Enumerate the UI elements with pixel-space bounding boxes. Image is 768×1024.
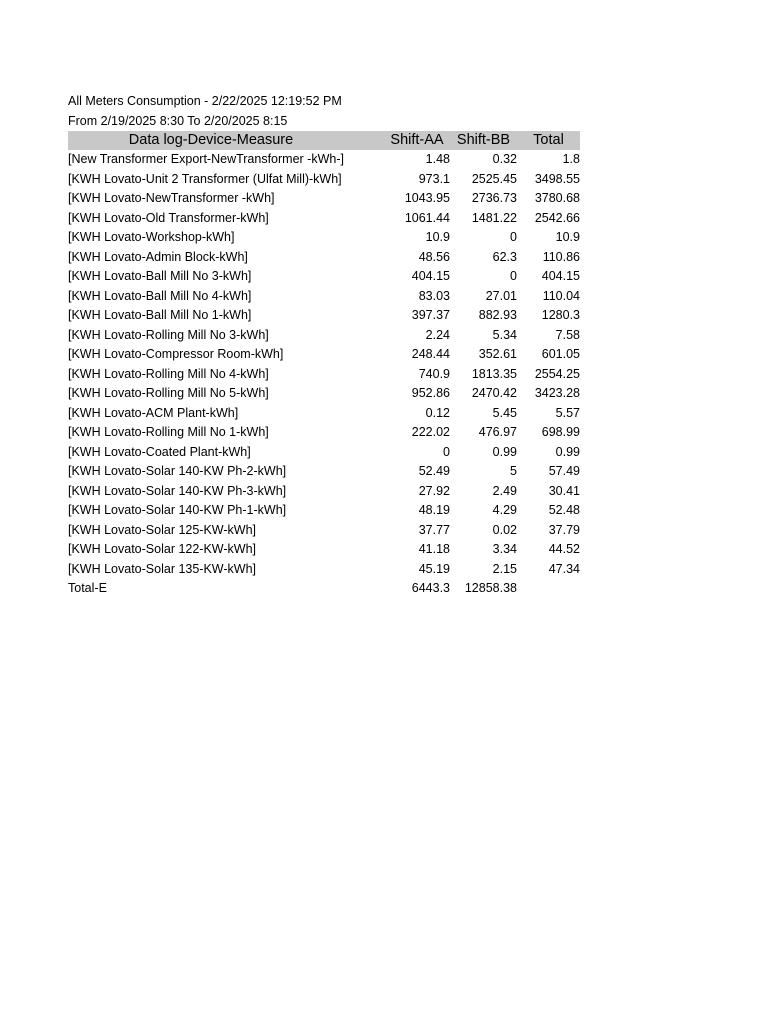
table-row	[68, 521, 580, 541]
row-shift-aa: 83.03	[418, 288, 450, 303]
row-device-measure: [KWH Lovato-Rolling Mill No 1-kWh]	[68, 425, 269, 439]
row-shift-bb: 2736.73	[471, 191, 517, 205]
row-shift-aa: 1061.44	[404, 210, 450, 225]
table-row	[68, 540, 580, 560]
table-row	[68, 345, 580, 365]
row-shift-aa: 952.86	[411, 386, 450, 400]
row-device-measure: [KWH Lovato-Old Transformer-kWh]	[68, 210, 269, 225]
total-row-label: Total-E	[68, 581, 107, 595]
row-total: 37.79	[548, 522, 580, 537]
row-device-measure: [KWH Lovato-ACM Plant-kWh]	[68, 405, 239, 420]
row-shift-bb: 0.32	[492, 152, 517, 166]
table-row	[68, 501, 580, 521]
consumption-table	[68, 131, 580, 599]
row-shift-bb: 62.3	[492, 249, 517, 264]
row-total: 601.05	[541, 347, 580, 361]
report-date-range: From 2/19/2025 8:30 To 2/20/2025 8:15	[68, 113, 288, 128]
row-shift-bb: 27.01	[485, 288, 517, 303]
row-shift-bb: 476.97	[478, 425, 517, 439]
row-shift-aa: 48.19	[418, 503, 450, 517]
row-total: 57.49	[548, 464, 580, 478]
row-device-measure: [KWH Lovato-Rolling Mill No 5-kWh]	[68, 386, 269, 400]
row-device-measure: [New Transformer Export-NewTransformer -kWh-]	[68, 152, 344, 166]
row-shift-aa: 0.12	[425, 405, 450, 420]
row-total: 698.99	[541, 425, 580, 439]
row-shift-bb: 0.99	[492, 444, 517, 459]
row-shift-aa: 48.56	[418, 249, 450, 264]
row-shift-bb: 5.34	[492, 327, 517, 342]
row-shift-aa: 1043.95	[404, 191, 450, 205]
row-device-measure: [KWH Lovato-Compressor Room-kWh]	[68, 347, 284, 361]
row-shift-aa: 248.44	[411, 347, 450, 361]
table-row	[68, 306, 580, 326]
row-device-measure: [KWH Lovato-Solar 125-KW-kWh]	[68, 522, 257, 537]
column-header-shift-aa: Shift-AA	[384, 131, 450, 150]
row-shift-aa: 37.77	[418, 522, 450, 537]
row-shift-bb: 2.49	[492, 483, 517, 498]
table-row	[68, 462, 580, 482]
table-row	[68, 170, 580, 190]
table-row	[68, 267, 580, 287]
row-shift-aa: 404.15	[411, 269, 450, 283]
row-device-measure: [KWH Lovato-Unit 2 Transformer (Ulfat Mill)-kWh]	[68, 171, 342, 186]
table-row	[68, 287, 580, 307]
row-shift-bb: 1813.35	[471, 366, 517, 381]
row-shift-bb: 0.02	[492, 522, 517, 537]
row-total: 404.15	[541, 269, 580, 283]
table-row	[68, 443, 580, 463]
row-shift-bb: 5	[510, 464, 517, 478]
row-device-measure: [KWH Lovato-Solar 140-KW Ph-1-kWh]	[68, 503, 287, 517]
report-title: All Meters Consumption - 2/22/2025 12:19:52 PM	[68, 94, 342, 108]
column-header-shift-bb: Shift-BB	[450, 131, 517, 150]
row-total: 2542.66	[534, 210, 580, 225]
row-device-measure: [KWH Lovato-Solar 135-KW-kWh]	[68, 561, 257, 576]
row-shift-bb: 2525.45	[471, 171, 517, 186]
table-row	[68, 209, 580, 229]
row-shift-aa: 0	[443, 444, 450, 459]
row-device-measure: [KWH Lovato-Solar 140-KW Ph-2-kWh]	[68, 464, 287, 478]
row-total: 1280.3	[541, 308, 580, 322]
row-total: 110.04	[542, 288, 580, 303]
table-row	[68, 248, 580, 268]
table-row	[68, 404, 580, 424]
row-total: 1.8	[562, 152, 580, 166]
row-device-measure: [KWH Lovato-Solar 140-KW Ph-3-kWh]	[68, 483, 287, 498]
row-total: 110.86	[542, 249, 580, 264]
table-header-row	[68, 131, 580, 150]
row-shift-aa: 397.37	[411, 308, 450, 322]
row-total: 10.9	[555, 230, 580, 244]
row-shift-bb: 352.61	[478, 347, 517, 361]
table-row	[68, 384, 580, 404]
row-shift-bb: 5.45	[492, 405, 517, 420]
row-device-measure: [KWH Lovato-Solar 122-KW-kWh]	[68, 542, 257, 556]
row-device-measure: [KWH Lovato-Rolling Mill No 3-kWh]	[68, 327, 269, 342]
row-total: 0.99	[555, 444, 580, 459]
row-device-measure: [KWH Lovato-Ball Mill No 4-kWh]	[68, 288, 252, 303]
row-total: 44.52	[548, 542, 580, 556]
row-shift-aa: 41.18	[418, 542, 450, 556]
row-shift-aa: 52.49	[418, 464, 450, 478]
table-body	[68, 150, 580, 579]
row-shift-bb: 2.15	[492, 561, 517, 576]
row-shift-bb: 4.29	[492, 503, 517, 517]
table-row	[68, 150, 580, 170]
row-device-measure: [KWH Lovato-Rolling Mill No 4-kWh]	[68, 366, 269, 381]
row-shift-aa: 10.9	[425, 230, 450, 244]
row-device-measure: [KWH Lovato-Ball Mill No 1-kWh]	[68, 308, 252, 322]
table-row	[68, 365, 580, 385]
row-total: 3498.55	[534, 171, 580, 186]
total-overall	[517, 579, 580, 599]
table-row	[68, 326, 580, 346]
column-header-total: Total	[517, 131, 580, 150]
row-total: 47.34	[548, 561, 580, 576]
row-total: 30.41	[548, 483, 580, 498]
total-row	[68, 579, 580, 599]
table-row	[68, 423, 580, 443]
row-shift-bb: 2470.42	[471, 386, 517, 400]
row-shift-bb: 0	[510, 269, 517, 283]
row-shift-aa: 973.1	[418, 171, 450, 186]
row-device-measure: [KWH Lovato-Admin Block-kWh]	[68, 249, 248, 264]
row-shift-aa: 45.19	[418, 561, 450, 576]
row-total: 3780.68	[534, 191, 580, 205]
row-shift-bb: 3.34	[492, 542, 517, 556]
row-shift-bb: 1481.22	[471, 210, 517, 225]
row-total: 5.57	[555, 405, 580, 420]
row-total: 2554.25	[534, 366, 580, 381]
table-row	[68, 560, 580, 580]
row-total: 52.48	[548, 503, 580, 517]
total-shift-bb: 12858.38	[464, 581, 517, 595]
total-shift-aa: 6443.3	[411, 581, 450, 595]
row-shift-aa: 740.9	[418, 366, 450, 381]
row-total: 3423.28	[534, 386, 580, 400]
table-row	[68, 189, 580, 209]
row-shift-bb: 0	[510, 230, 517, 244]
table-row	[68, 228, 580, 248]
row-device-measure: [KWH Lovato-Coated Plant-kWh]	[68, 444, 251, 459]
table-row	[68, 482, 580, 502]
row-shift-aa: 222.02	[411, 425, 450, 439]
row-shift-aa: 2.24	[425, 327, 450, 342]
row-shift-aa: 27.92	[418, 483, 450, 498]
row-shift-bb: 882.93	[478, 308, 517, 322]
row-device-measure: [KWH Lovato-NewTransformer -kWh]	[68, 191, 275, 205]
row-shift-aa: 1.48	[425, 152, 450, 166]
row-device-measure: [KWH Lovato-Ball Mill No 3-kWh]	[68, 269, 252, 283]
report-sheet	[68, 92, 588, 599]
row-total: 7.58	[555, 327, 580, 342]
column-header-device-measure: Data log-Device-Measure	[68, 131, 384, 150]
row-device-measure: [KWH Lovato-Workshop-kWh]	[68, 230, 235, 244]
